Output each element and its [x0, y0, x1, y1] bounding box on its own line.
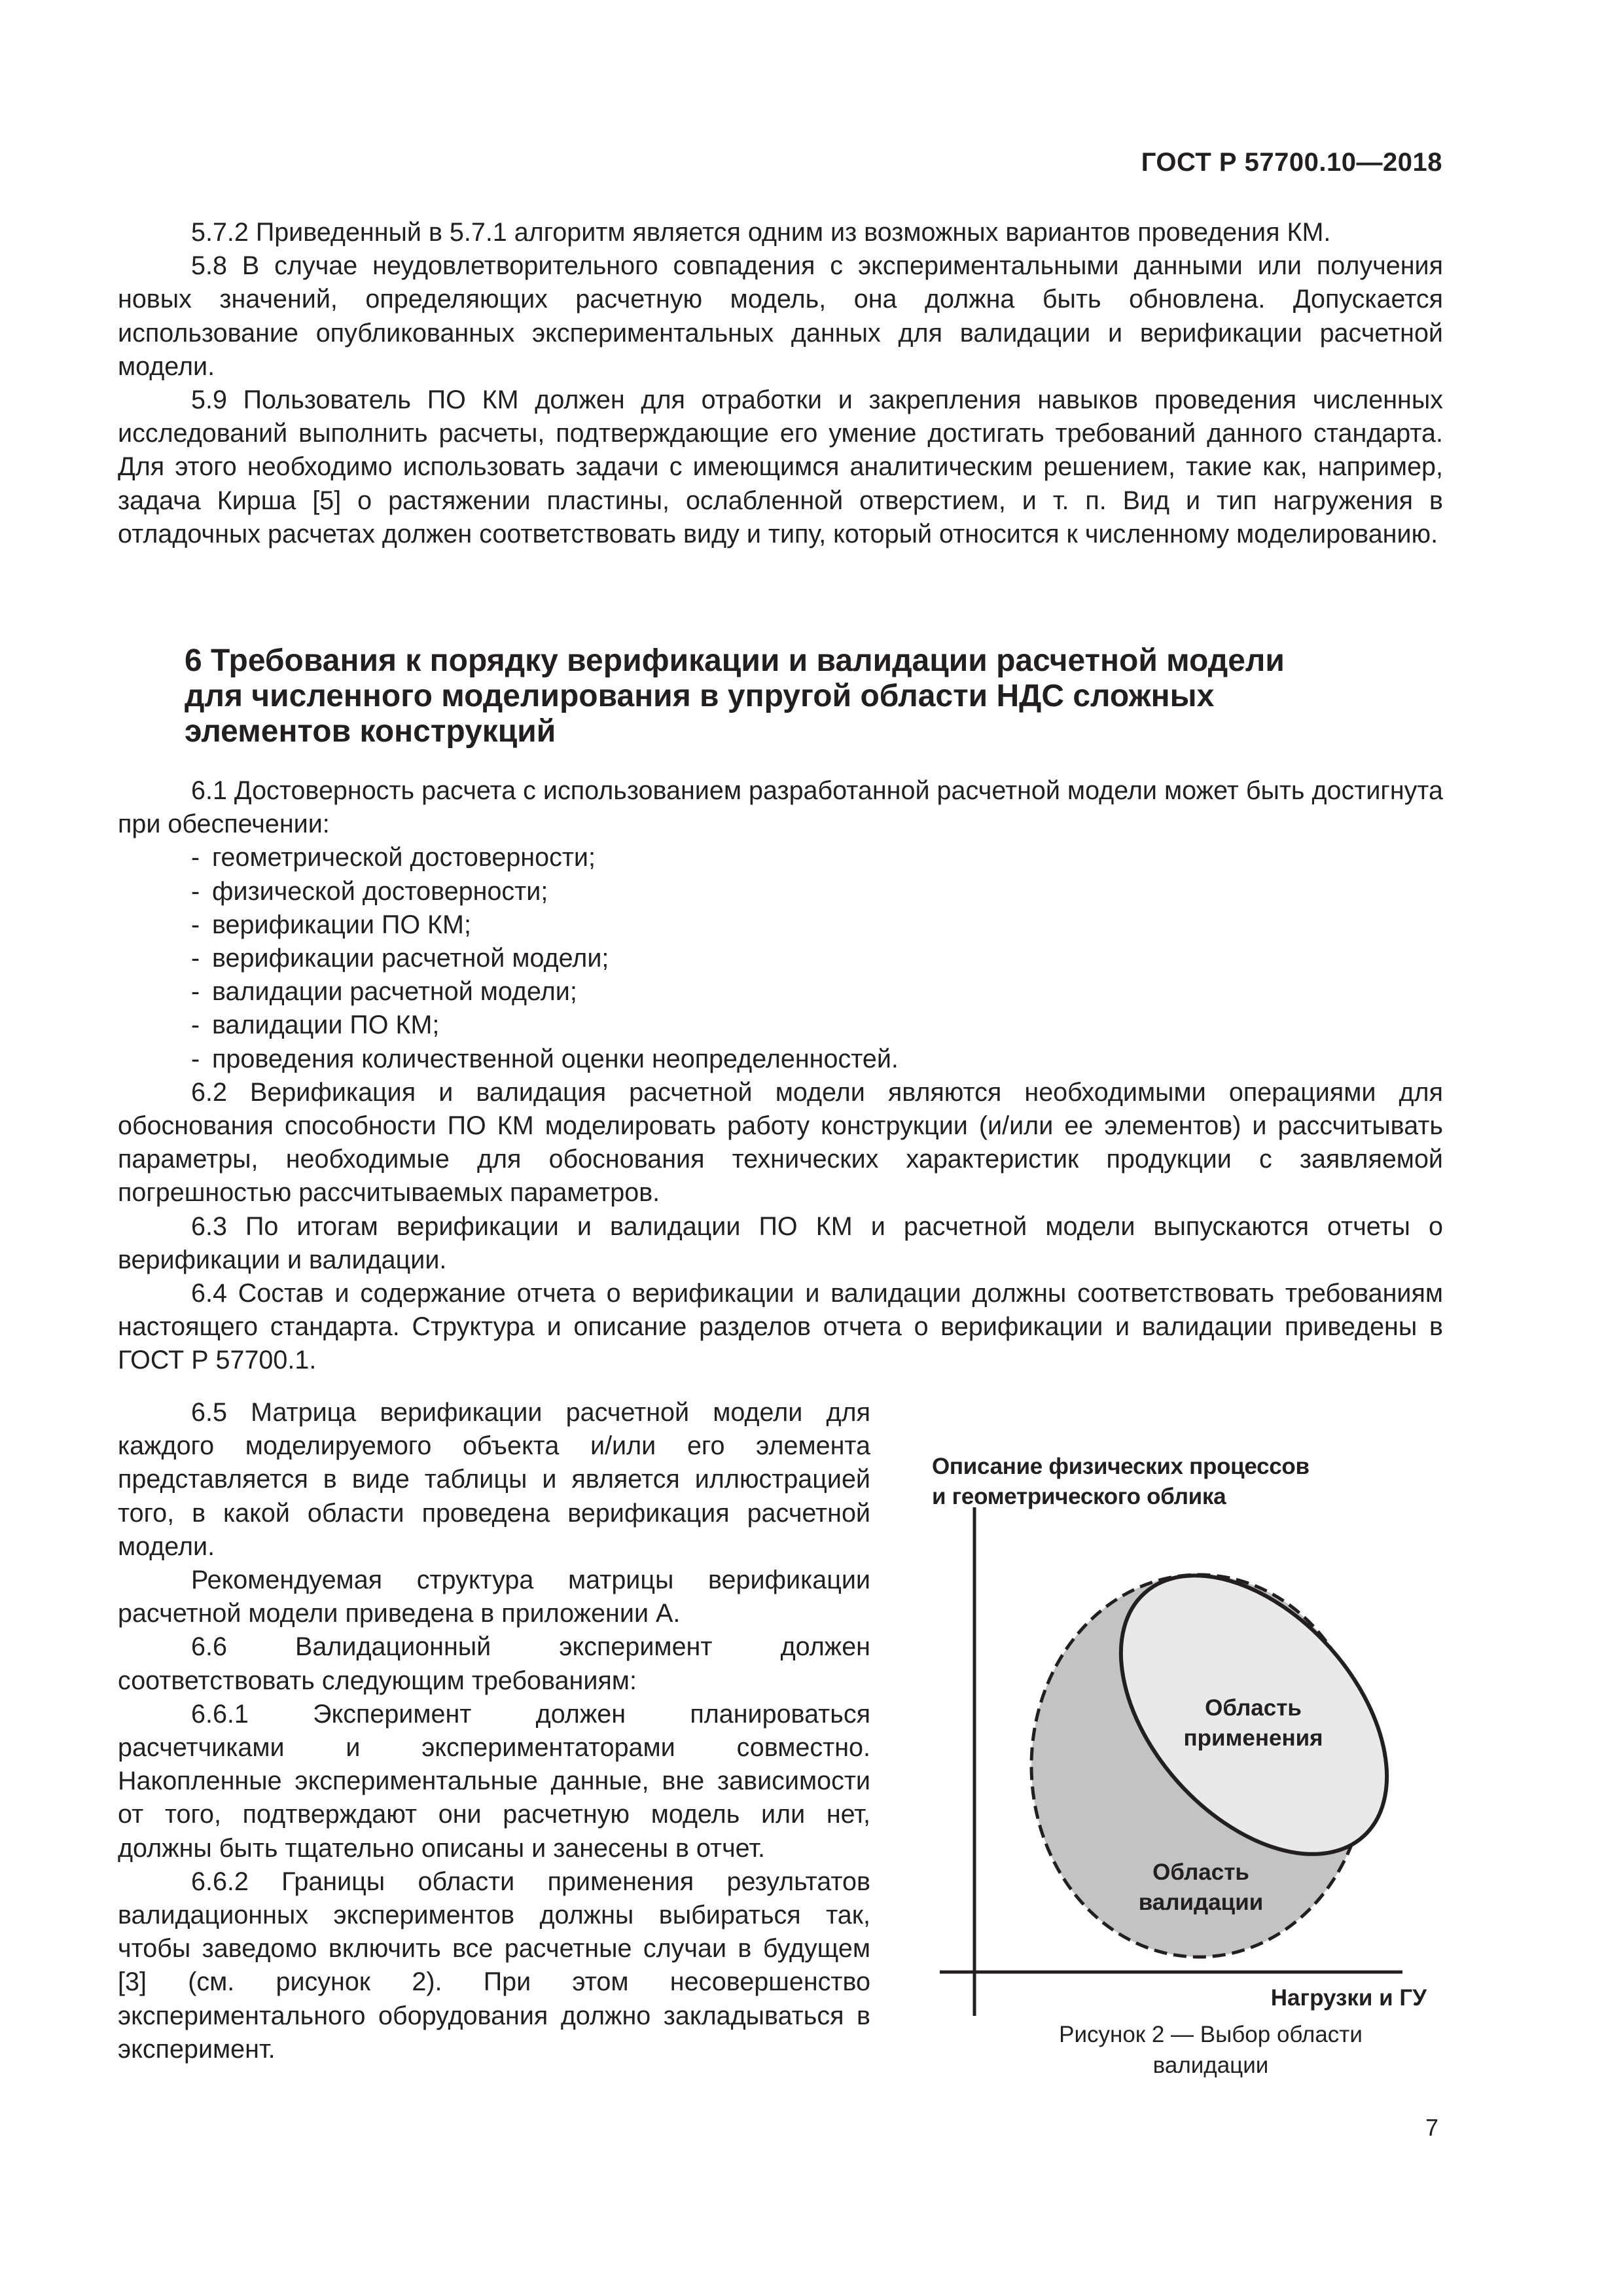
- section-6-body: [118, 774, 1443, 1378]
- figure-x-axis-label: Нагрузки и ГУ: [1270, 1985, 1427, 2011]
- dash-marker: -: [191, 910, 200, 939]
- paragraph-6-1: 6.1 Достоверность расчета с использованием разработанной расчетной модели может быть достигнута при обеспечении:: [118, 776, 1443, 839]
- figure-caption: Рисунок 2 — Выбор области валидации: [1059, 2022, 1363, 2078]
- list-item: - проведения количественной оценки неопределенностей.: [118, 1043, 1443, 1076]
- figure-y-axis-label: Описание физических процессов и геометрического облика: [932, 1454, 1310, 1509]
- section-5-continuation: [118, 216, 1443, 551]
- dash-marker: -: [191, 843, 200, 872]
- section-6-heading: [185, 643, 1428, 749]
- section-6-heading-line2: для численного моделирования в упругой области НДС сложных: [185, 679, 1215, 713]
- dash-marker: -: [191, 1044, 200, 1073]
- section-6-narrow-column: [118, 1396, 870, 2066]
- paragraph-5-9: 5.9 Пользователь ПО КМ должен для отработки и закрепления навыков проведения численных исследований выполнить расчеты, подтверждающие его умение достигать требований данного стандарта. Для этого необходимо использовать задачи с имеющимся аналитическим решением, такие как, например, задача Кирша [5] о растяжении пластины, ослабленной отверстием, и т. п. Вид и тип нагружения в отладочных расчетах должен соответствовать виду и типу, который относится к численному моделированию.: [118, 386, 1443, 548]
- paragraph-6-2: 6.2 Верификация и валидация расчетной модели являются необходимыми операциями для обоснования способности ПО КМ моделировать работу конструкции (и/или ее элементов) и рассчитывать параметры, необходимые для обоснования технических характеристик продукции с заявляемой погрешностью рассчитываемых параметров.: [118, 1077, 1443, 1208]
- paragraph-6-6: 6.6 Валидационный эксперимент должен соответствовать следующим требованиям:: [118, 1632, 870, 1695]
- list-item: - физической достоверности;: [118, 875, 1443, 908]
- page-number: 7: [1425, 2114, 1438, 2141]
- section-6-heading-line1: 6 Требования к порядку верификации и валидации расчетной модели: [185, 643, 1285, 678]
- paragraph-6-3: 6.3 По итогам верификации и валидации ПО КМ и расчетной модели выпускаются отчеты о верификации и валидации.: [118, 1211, 1443, 1274]
- list-item: - верификации ПО КМ;: [118, 908, 1443, 942]
- reliability-list: [118, 841, 1443, 1075]
- paragraph-5-8: 5.8 В случае неудовлетворительного совпадения с экспериментальными данными или получения новых значений, определяющих расчетную модель, она должна быть обновлена. Допускается использование опубликованных экспериментальных данных для валидации и верификации расчетной модели.: [118, 251, 1443, 381]
- paragraph-6-6-2: 6.6.2 Границы области применения результатов валидационных экспериментов должны выбираться так, чтобы заведомо включить все расчетные случаи в будущем [3] (см. рисунок 2). При этом несовершенство экспериментального оборудования должно закладываться в эксперимент.: [118, 1867, 870, 2064]
- dash-marker: -: [191, 977, 200, 1007]
- paragraph-6-4: 6.4 Состав и содержание отчета о верификации и валидации должны соответствовать требованиям настоящего стандарта. Структура и описание разделов отчета о верификации и валидации приведены в ГОСТ Р 57700.1.: [118, 1279, 1443, 1375]
- paragraph-6-5-recommendation: Рекомендуемая структура матрицы верификации расчетной модели приведена в приложении А.: [118, 1566, 870, 1628]
- paragraph-5-7-2: 5.7.2 Приведенный в 5.7.1 алгоритм является одним из возможных вариантов проведения КМ.: [191, 218, 1331, 247]
- dash-marker: -: [191, 944, 200, 973]
- list-item: - геометрической достоверности;: [118, 841, 1443, 874]
- list-item: - валидации расчетной модели;: [118, 975, 1443, 1009]
- dash-marker: -: [191, 876, 200, 906]
- section-6-heading-line3: элементов конструкций: [185, 714, 556, 749]
- dash-marker: -: [191, 1011, 200, 1040]
- list-item: - верификации расчетной модели;: [118, 942, 1443, 975]
- list-item: - валидации ПО КМ;: [118, 1009, 1443, 1042]
- paragraph-6-5: 6.5 Матрица верификации расчетной модели для каждого моделируемого объекта и/или его элемента представляется в виде таблицы и является иллюстрацией того, в какой области проведена верификация расчетной модели.: [118, 1398, 870, 1561]
- validation-region-label: Область валидации: [1138, 1859, 1264, 1915]
- application-region-label: Область применения: [1183, 1695, 1323, 1751]
- document-header-id: ГОСТ Р 57700.10—2018: [1141, 148, 1442, 177]
- paragraph-6-6-1: 6.6.1 Эксперимент должен планироваться расчетчиками и экспериментаторами совместно. Накопленные экспериментальные данные, вне зависимости от того, подтверждают они расчетную модель или нет, должны быть тщательно описаны и занесены в отчет.: [118, 1699, 870, 1863]
